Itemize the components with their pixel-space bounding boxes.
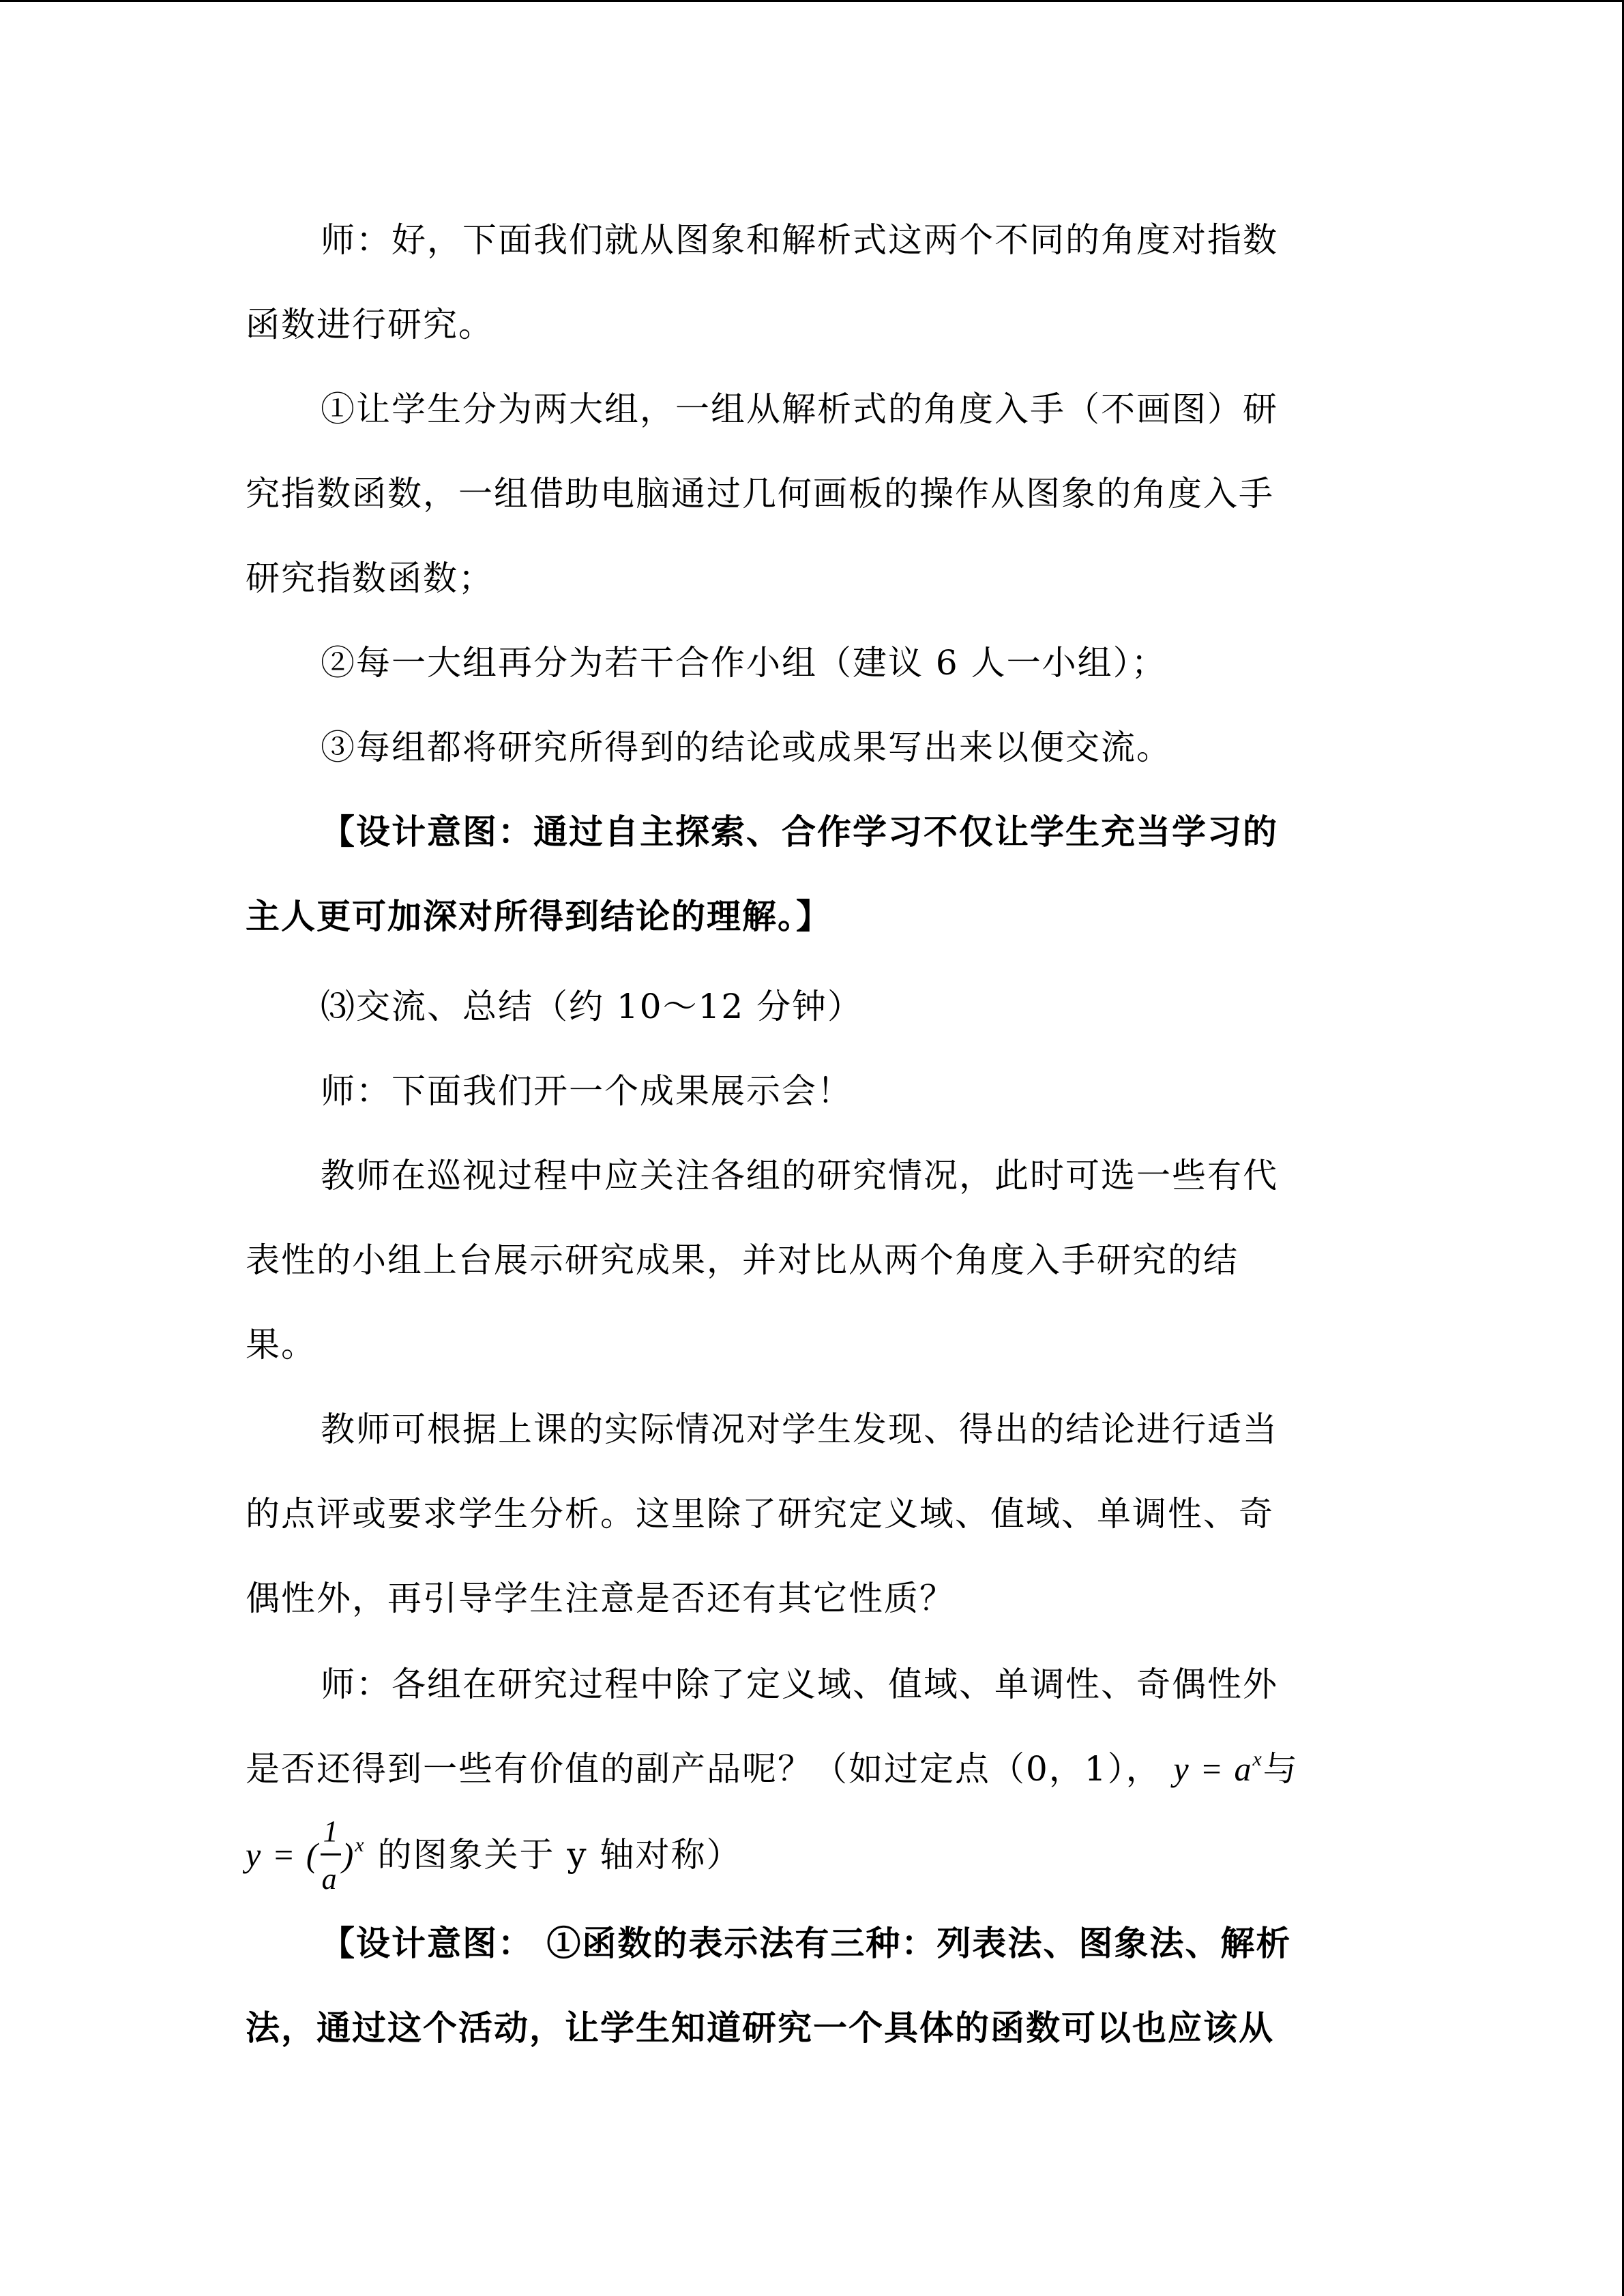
fraction-bar [321,1853,341,1855]
paragraph-line: 函数进行研究。 [246,305,494,344]
design-intent-line: 【设计意图： ①函数的表示法有三种：列表法、图象法、解析 [321,1923,1292,1963]
paragraph-line: ②每一大组再分为若干合作小组（建议 6 人一小组）； [321,643,1167,683]
formula-y-equals-one-over-a-pow-x [246,1814,366,1896]
paragraph-text: 是否还得到一些有价值的副产品呢？（如过定点（0，1）， [246,1749,1162,1789]
paragraph-line: 师：下面我们开一个成果展示会！ [321,1071,853,1111]
paragraph-line: 表性的小组上台展示研究成果，并对比从两个角度入手研究的结 [246,1240,1239,1280]
section-heading: ⑶交流、总结（约 10～12 分钟） [321,987,863,1026]
paragraph-line: 研究指数函数； [246,558,494,598]
formula-exponent: x [355,1834,366,1856]
design-intent-line: 【设计意图：通过自主探索、合作学习不仅让学生充当学习的 [321,811,1278,852]
paragraph-line: 教师在巡视过程中应关注各组的研究情况，此时可选一些有代 [321,1156,1278,1195]
paragraph-line: 师：好，下面我们就从图象和解析式这两个不同的角度对指数 [321,220,1278,260]
formula-base: y = a [1173,1750,1253,1788]
paragraph-line: 究指数函数，一组借助电脑通过几何画板的操作从图象的角度入手 [246,474,1274,513]
paragraph-line: 师：各组在研究过程中除了定义域、值域、单调性、奇偶性外 [321,1665,1278,1704]
paragraph-line: 偶性外，再引导学生注意是否还有其它性质？ [246,1579,955,1618]
fraction [319,1814,342,1896]
paragraph-line: ①让学生分为两大组，一组从解析式的角度入手（不画图）研 [321,389,1278,429]
paragraph-line-with-formula [246,1748,1299,1795]
formula-close-paren: ) [342,1836,355,1874]
paragraph-line-with-formula [246,1814,742,1896]
paragraph-text: 与 [1263,1749,1299,1789]
formula-exponent: x [1252,1748,1263,1770]
design-intent-line: 主人更可加深对所得到结论的理解。】 [246,896,831,936]
paragraph-line: 的点评或要求学生分析。这里除了研究定义域、值域、单调性、奇 [246,1494,1274,1534]
paragraph-line: 教师可根据上课的实际情况对学生发现、得出的结论进行适当 [321,1410,1278,1449]
formula-prefix: y = ( [246,1836,319,1874]
paragraph-line: 果。 [246,1325,316,1365]
fraction-numerator: 1 [323,1814,340,1848]
formula-y-equals-a-pow-x [1174,1750,1263,1788]
paragraph-line: ③每组都将研究所得到的结论或成果写出来以便交流。 [321,728,1172,767]
fraction-denominator: a [321,1862,338,1896]
design-intent-line: 法，通过这个活动，让学生知道研究一个具体的函数可以也应该从 [246,2008,1274,2048]
paragraph-text: 的图象关于 y 轴对称） [377,1835,742,1875]
